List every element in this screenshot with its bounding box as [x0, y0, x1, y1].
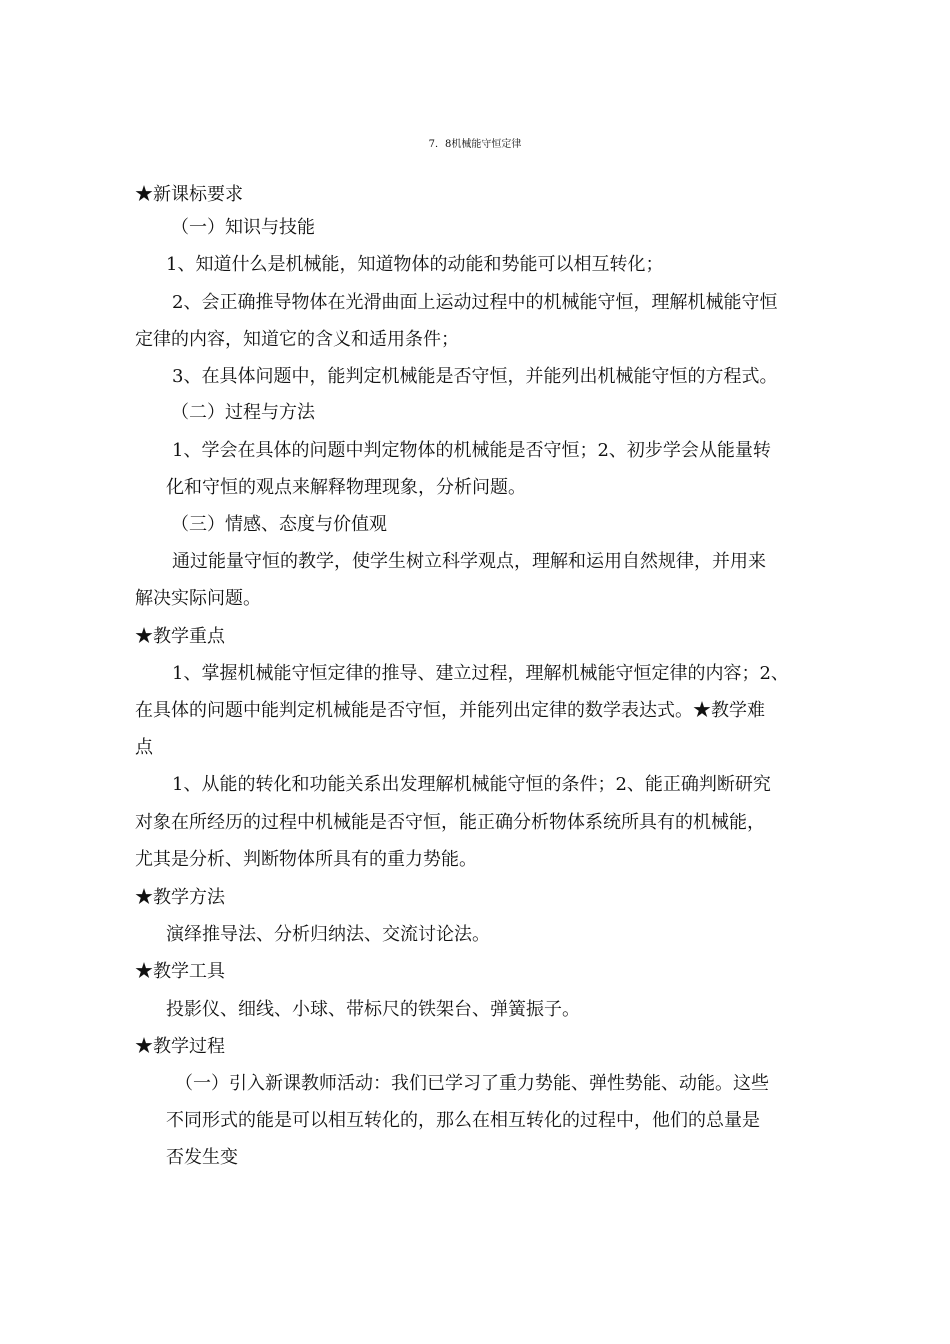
- subheading-emotion-values: （三）情感、态度与价值观: [171, 514, 387, 535]
- subheading-process-method: （二）过程与方法: [171, 402, 315, 423]
- paragraph-line: 化和守恒的观点来解释物理现象，分析问题。: [166, 477, 526, 498]
- paragraph-line: 尤其是分析、判断物体所具有的重力势能。: [135, 849, 477, 870]
- paragraph-line: 2、会正确推导物体在光滑曲面上运动过程中的机械能守恒，理解机械能守恒: [172, 292, 778, 313]
- paragraph-line: 解决实际问题。: [135, 588, 261, 609]
- paragraph-line: 点: [135, 737, 153, 758]
- paragraph-line: 对象在所经历的过程中机械能是否守恒，能正确分析物体系统所具有的机械能，: [135, 812, 765, 833]
- subheading-knowledge-skills: （一）知识与技能: [171, 217, 315, 238]
- paragraph-line: 否发生变: [166, 1147, 238, 1168]
- paragraph-line: 1、掌握机械能守恒定律的推导、建立过程，理解机械能守恒定律的内容；2、: [172, 663, 789, 684]
- document-title: 7．8机械能守恒定律: [428, 139, 522, 150]
- paragraph-line: 不同形式的能是可以相互转化的，那么在相互转化的过程中，他们的总量是: [166, 1110, 760, 1131]
- section-heading-tools: ★教学工具: [135, 961, 225, 982]
- paragraph-line: 演绎推导法、分析归纳法、交流讨论法。: [166, 924, 490, 945]
- paragraph-line: 在具体的问题中能判定机械能是否守恒，并能列出定律的数学表达式。★教学难: [135, 700, 765, 721]
- paragraph-line: 1、学会在具体的问题中判定物体的机械能是否守恒；2、初步学会从能量转: [172, 440, 771, 461]
- section-heading-process: ★教学过程: [135, 1036, 225, 1057]
- paragraph-line: （一）引入新课教师活动：我们已学习了重力势能、弹性势能、动能。这些: [175, 1073, 769, 1094]
- paragraph-line: 3、在具体问题中，能判定机械能是否守恒，并能列出机械能守恒的方程式。: [172, 366, 778, 387]
- section-heading-key-points: ★教学重点: [135, 626, 225, 647]
- paragraph-line: 1、知道什么是机械能，知道物体的动能和势能可以相互转化；: [166, 254, 664, 275]
- section-heading-methods: ★教学方法: [135, 887, 225, 908]
- paragraph-line: 定律的内容，知道它的含义和适用条件；: [135, 329, 459, 350]
- paragraph-line: 投影仪、细线、小球、带标尺的铁架台、弹簧振子。: [166, 999, 580, 1020]
- paragraph-line: 1、从能的转化和功能关系出发理解机械能守恒的条件；2、能正确判断研究: [172, 774, 771, 795]
- paragraph-line: 通过能量守恒的教学，使学生树立科学观点，理解和运用自然规律，并用来: [172, 551, 766, 572]
- section-heading-curriculum: ★新课标要求: [135, 184, 243, 205]
